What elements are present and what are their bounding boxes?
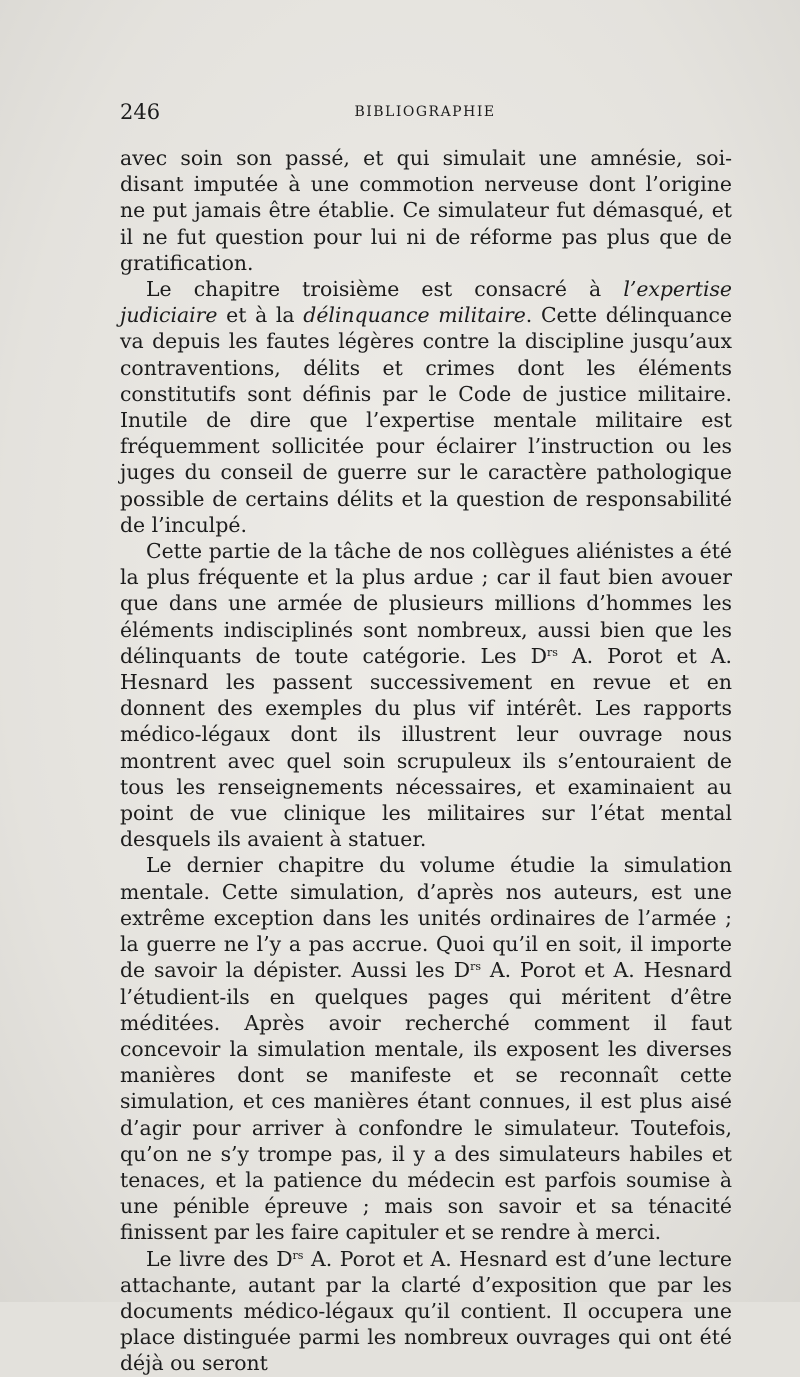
paragraph <box>120 852 732 1245</box>
superscript: rs <box>546 645 558 659</box>
page-header <box>120 100 730 130</box>
italic-term: délinquance militaire <box>303 303 526 328</box>
text-segment: A. Porot et A. Hesnard l’étudient-ils en quelques pages qui méritent d’être méditées. Après avoir recherché comment il faut concevoir la simulation mentale, ils exposent les diverses manières dont se manifeste et se reconnaît cette simulation, et ces manières étant connues, il est plus aisé d’agir pour arriver à confondre le simulateur. Toutefois, qu’on ne s’y trompe pas, il y a des simulateurs habiles et tenaces, et la patience du médecin est parfois soumise à une pénible épreuve ; mais son savoir et sa ténacité finissent par les faire capituler et se rendre à merci. <box>120 958 732 1245</box>
text-segment: A. Porot et A. Hesnard est d’une lecture attachante, autant par la clarté d’exposition que par les documents médico-légaux qu’il contient. Il occupera une place distinguée parmi les nombreux ouvrages qui ont été déjà ou seront <box>120 1246 732 1376</box>
paragraph <box>120 145 732 276</box>
page-number: 246 <box>120 100 161 124</box>
paragraph <box>120 276 732 538</box>
text-segment: Le chapitre troisième est consacré à <box>146 277 624 302</box>
text-segment: et à la <box>217 303 304 328</box>
paragraph <box>120 1246 732 1377</box>
body-text <box>120 145 732 1377</box>
running-title: BIBLIOGRAPHIE <box>354 104 496 120</box>
text-segment: Cette partie de la tâche de nos collègues aliénistes a été la plus fréquente et la plus ardue ; car il faut bien avouer que dans une armée de plusieurs millions d’hommes les éléments indisciplinés sont nombreux, aussi bien que les délinquants de toute catégorie. Les D <box>120 539 732 668</box>
text-segment: Le livre des D <box>146 1246 293 1271</box>
paragraph <box>120 538 732 852</box>
text-segment: . Cette délinquance va depuis les fautes légères contre la discipline jusqu’aux contraventions, délits et crimes dont les éléments constitutifs sont définis par le Code de justice militaire. Inutile de dire que l’expertise mentale militaire est fréquemment sollicitée pour éclairer l’instruction ou les juges du conseil de guerre sur le caractère pathologique possible de certains délits et la question de responsabilité de l’inculpé. <box>120 303 733 537</box>
text-segment: A. Porot et A. Hesnard les passent successivement en revue et en donnent des exemples du plus vif intérêt. Les rapports médico-légaux dont ils illustrent leur ouvrage nous montrent avec quel soin scrupuleux ils s’entouraient de tous les renseignements nécessaires, et examinaient au point de vue clinique les militaires sur l’état mental desquels ils avaient à statuer. <box>120 643 732 852</box>
superscript: rs <box>470 960 481 974</box>
text-segment: Le dernier chapitre du volume étudie la simulation mentale. Cette simulation, d’après nos auteurs, est une extrême exception dans les unités ordinaires de l’armée ; la guerre ne l’y a pas accrue. Quoi qu’il en soit, il importe de savoir la dépister. Aussi les D <box>120 853 732 983</box>
text-segment: avec soin son passé, et qui simulait une amnésie, soi-disant imputée à une commotion nerveuse dont l’origine ne put jamais être établie. Ce simulateur fut démasqué, et il ne fut question pour lui ni de réforme pas plus que de gratification. <box>120 146 732 275</box>
superscript: rs <box>292 1248 304 1262</box>
italic-term: l’expertise judiciaire <box>120 277 732 328</box>
